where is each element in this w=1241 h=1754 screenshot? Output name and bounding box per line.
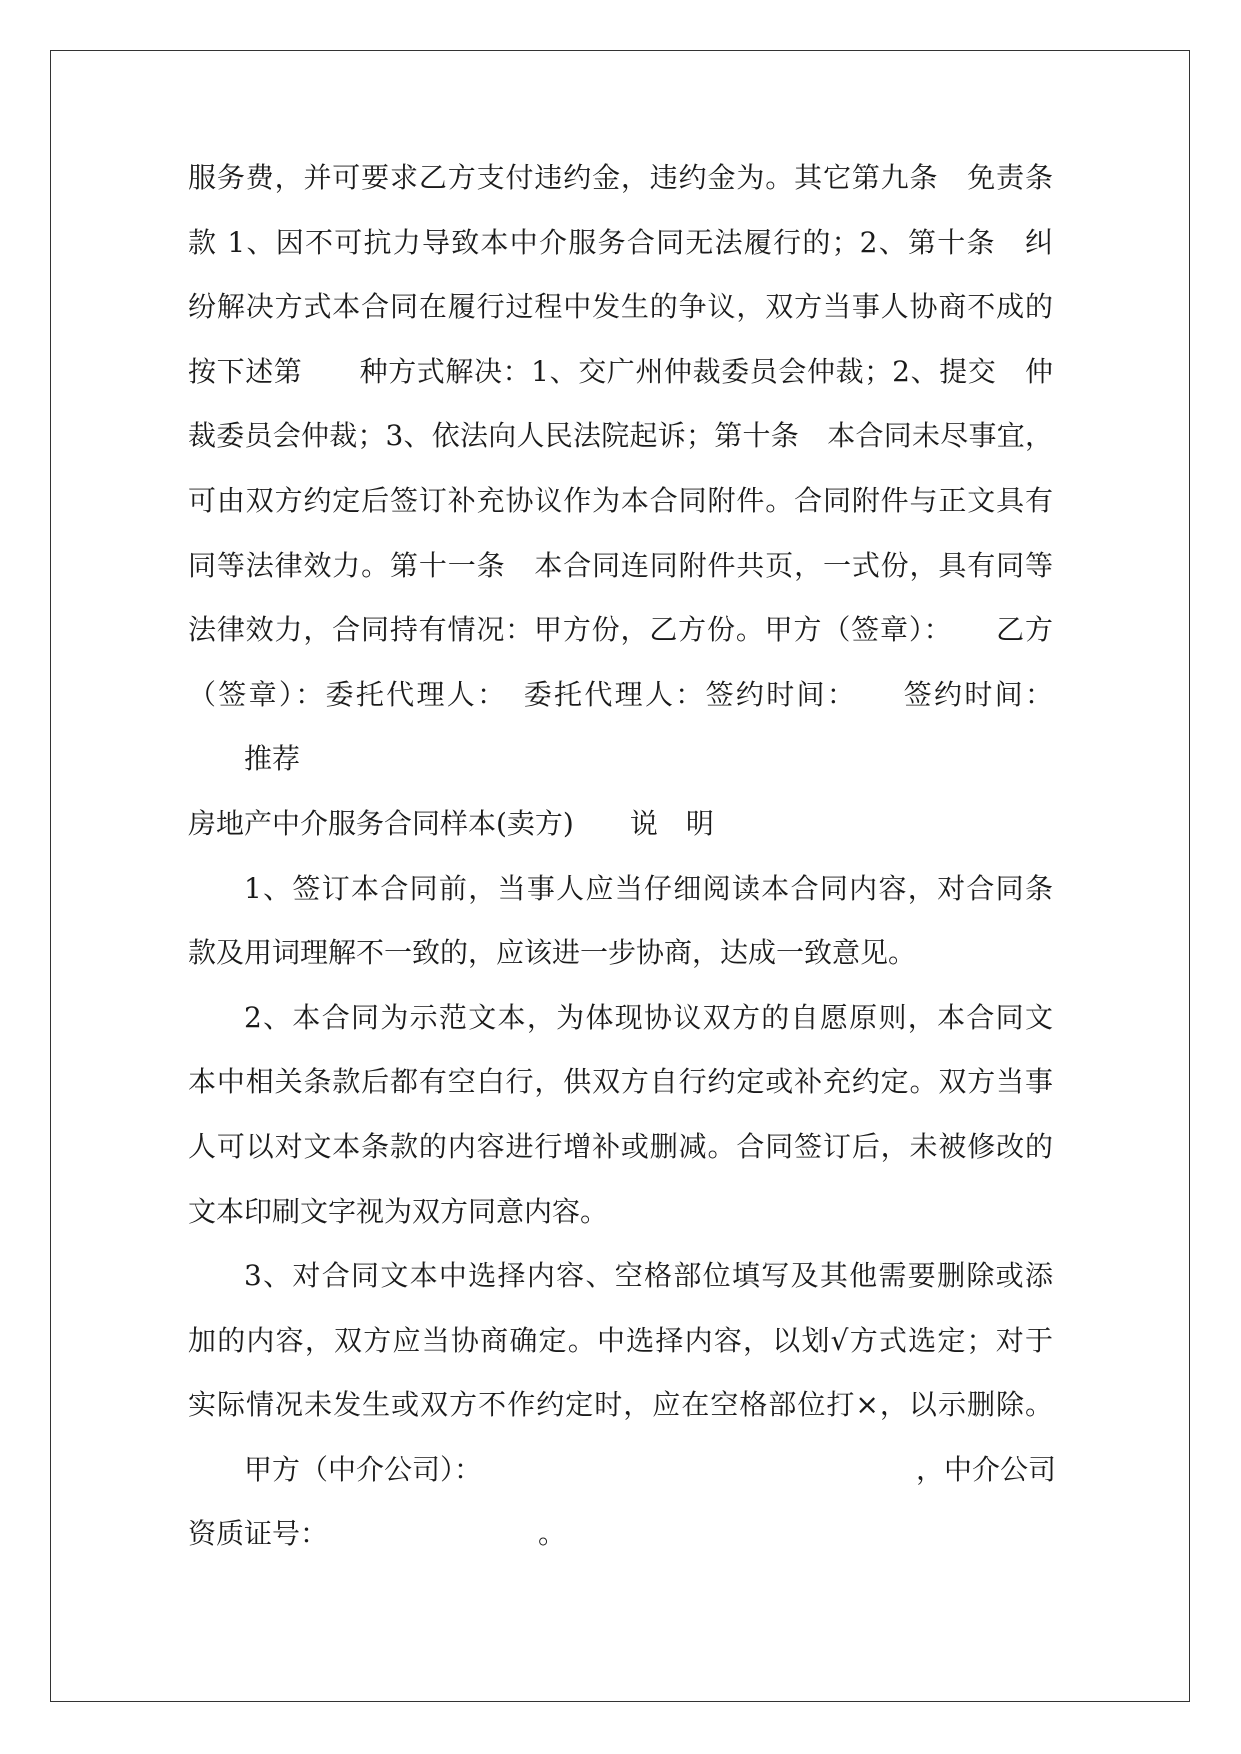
section-heading: 房地产中介服务合同样本(卖方) 说 明 [188,806,714,840]
recommend-label: 推荐 [244,742,301,776]
instruction-3-line-1: 3、对合同文本中选择内容、空格部位填写及其他需要删除或添 [244,1259,1053,1293]
instruction-2-line-3: 人可以对文本条款的内容进行增补或删减。合同签订后，未被修改的 [188,1129,1053,1163]
instruction-1-line-2: 款及用词理解不一致的，应该进一步协商，达成一致意见。 [188,936,917,970]
instruction-2-line-4: 文本印刷文字视为双方同意内容。 [188,1194,609,1228]
instruction-3-line-3: 实际情况未发生或双方不作约定时，应在空格部位打×，以示删除。 [188,1388,1053,1422]
text-line-9: （签章）：委托代理人： 委托代理人：签约时间： 签约时间： [188,677,1053,711]
instruction-3-line-2: 加的内容，双方应当协商确定。中选择内容，以划√方式选定；对于 [188,1323,1053,1357]
text-line-4: 按下述第 种方式解决：1、交广州仲裁委员会仲裁；2、提交 仲 [188,354,1053,388]
text-line-8: 法律效力，合同持有情况：甲方份，乙方份。甲方（签章）： 乙方 [188,613,1053,647]
text-line-2: 款 1、因不可抗力导致本中介服务合同无法履行的；2、第十条 纠 [188,225,1053,259]
text-line-7: 同等法律效力。第十一条 本合同连同附件共页，一式份，具有同等 [188,548,1053,582]
instruction-2-line-1: 2、本合同为示范文本，为体现协议双方的自愿原则，本合同文 [244,1000,1053,1034]
text-line-5: 裁委员会仲裁；3、依法向人民法院起诉；第十条 本合同未尽事宜， [188,419,1053,453]
text-line-6: 可由双方约定后签订补充协议作为本合同附件。合同附件与正文具有 [188,483,1053,517]
qualification-number-line: 资质证号： 。 [188,1517,567,1551]
document-body [188,158,1057,1579]
instruction-2-line-2: 本中相关条款后都有空白行，供双方自行约定或补充约定。双方当事 [188,1065,1053,1099]
party-a-agency-line: 甲方（中介公司）： ，中介公司 [244,1452,1057,1486]
text-line-1: 服务费，并可要求乙方支付违约金，违约金为。其它第九条 免责条 [188,161,1053,194]
text-line-3: 纷解决方式本合同在履行过程中发生的争议，双方当事人协商不成的 [188,290,1053,324]
instruction-1-line-1: 1、签订本合同前，当事人应当仔细阅读本合同内容，对合同条 [244,871,1053,905]
